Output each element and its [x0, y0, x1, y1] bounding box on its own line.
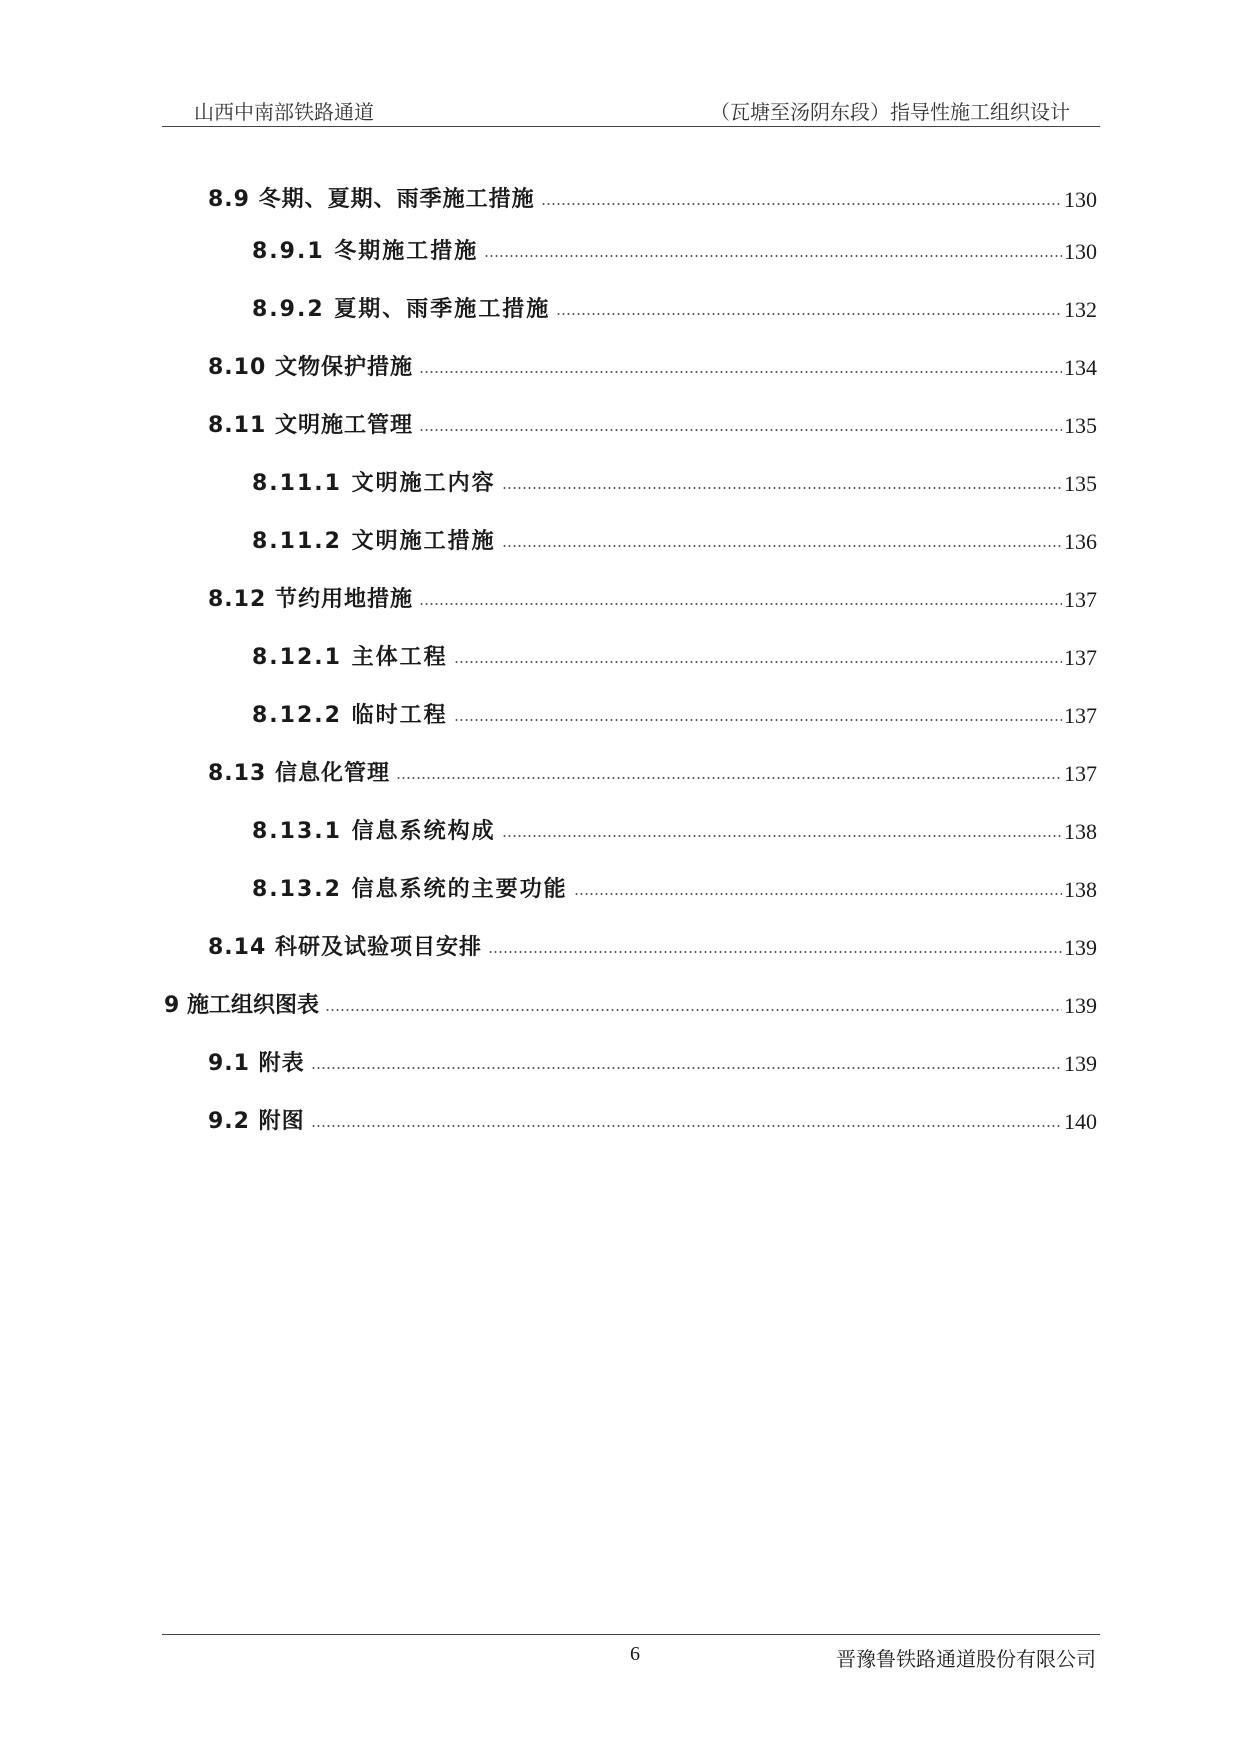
toc-entry-page: 134 [1064, 355, 1097, 380]
toc-dot-leader [541, 199, 1062, 209]
toc-entry-title: 8.14 科研及试验项目安排 [208, 935, 482, 960]
toc-dot-leader [454, 657, 1062, 667]
toc-entry-title: 8.11.1 文明施工内容 [252, 471, 496, 496]
header-project-name: 山西中南部铁路通道 [194, 100, 374, 124]
toc-entry-page: 138 [1064, 819, 1097, 844]
toc-entry-8-11-1[interactable] [252, 468, 1097, 500]
toc-entry-page: 139 [1064, 1051, 1097, 1076]
header-document-title: （瓦塘至汤阴东段）指导性施工组织设计 [710, 100, 1070, 124]
toc-dot-leader [419, 367, 1062, 377]
toc-dot-leader [454, 715, 1062, 725]
toc-entry-page: 139 [1064, 935, 1097, 960]
page-number: 6 [630, 1643, 640, 1665]
toc-entry-page: 137 [1064, 645, 1097, 670]
toc-entry-title: 8.12 节约用地措施 [208, 587, 413, 612]
toc-dot-leader [574, 889, 1062, 899]
toc-dot-leader [311, 1121, 1062, 1131]
toc-entry-title: 8.9.2 夏期、雨季施工措施 [252, 297, 551, 322]
toc-entry-8-12[interactable] [208, 584, 1097, 616]
toc-entry-8-13-2[interactable] [252, 874, 1097, 906]
toc-entry-title: 8.13.2 信息系统的主要功能 [252, 877, 568, 902]
toc-dot-leader [419, 599, 1062, 609]
toc-entry-8-11-2[interactable] [252, 526, 1097, 558]
toc-entry-page: 135 [1064, 413, 1097, 438]
toc-entry-page: 130 [1064, 187, 1097, 212]
page-header [162, 92, 1100, 127]
toc-entry-title: 9.1 附表 [208, 1051, 305, 1076]
toc-dot-leader [325, 1005, 1062, 1015]
toc-entry-page: 137 [1064, 761, 1097, 786]
toc-entry-title: 8.12.1 主体工程 [252, 645, 448, 670]
toc-entry-title: 9.2 附图 [208, 1109, 305, 1134]
toc-entry-title: 9 施工组织图表 [164, 993, 319, 1018]
toc-entry-8-13[interactable] [208, 758, 1097, 790]
toc-entry-page: 132 [1064, 297, 1097, 322]
toc-entry-9[interactable] [164, 990, 1097, 1022]
toc-entry-page: 137 [1064, 703, 1097, 728]
toc-entry-8-12-2[interactable] [252, 700, 1097, 732]
toc-entry-9-1[interactable] [208, 1048, 1097, 1080]
toc-entry-title: 8.13.1 信息系统构成 [252, 819, 496, 844]
toc-entry-page: 130 [1064, 239, 1097, 264]
toc-entry-page: 137 [1064, 587, 1097, 612]
toc-entry-9-2[interactable] [208, 1106, 1097, 1138]
toc-entry-title: 8.9.1 冬期施工措施 [252, 239, 479, 264]
toc-dot-leader [396, 773, 1062, 783]
toc-dot-leader [502, 831, 1062, 841]
toc-entry-title: 8.10 文物保护措施 [208, 355, 413, 380]
toc-dot-leader [311, 1063, 1062, 1073]
toc-entry-title: 8.9 冬期、夏期、雨季施工措施 [208, 187, 535, 212]
toc-entry-page: 136 [1064, 529, 1097, 554]
toc-entry-8-13-1[interactable] [252, 816, 1097, 848]
toc-dot-leader [419, 425, 1062, 435]
toc-entry-title: 8.11 文明施工管理 [208, 413, 413, 438]
toc-entry-8-9-2[interactable] [252, 294, 1097, 326]
toc-entry-title: 8.12.2 临时工程 [252, 703, 448, 728]
toc-dot-leader [502, 541, 1062, 551]
toc-entry-title: 8.11.2 文明施工措施 [252, 529, 496, 554]
toc-entry-8-14[interactable] [208, 932, 1097, 964]
toc-entry-page: 138 [1064, 877, 1097, 902]
page-footer [162, 1634, 1100, 1675]
toc-dot-leader [502, 483, 1062, 493]
toc-entry-8-10[interactable] [208, 352, 1097, 384]
toc-dot-leader [488, 947, 1062, 957]
toc-entry-8-12-1[interactable] [252, 642, 1097, 674]
toc-dot-leader [484, 251, 1062, 261]
toc-entry-page: 140 [1064, 1109, 1097, 1134]
toc-entry-8-11[interactable] [208, 410, 1097, 442]
toc-entry-8-9-1[interactable] [252, 236, 1097, 268]
toc-entry-page: 139 [1064, 993, 1097, 1018]
toc-entry-title: 8.13 信息化管理 [208, 761, 390, 786]
footer-company-name: 晋豫鲁铁路通道股份有限公司 [836, 1647, 1096, 1671]
toc-entry-8-9[interactable] [208, 184, 1097, 216]
toc-entry-page: 135 [1064, 471, 1097, 496]
toc-dot-leader [556, 309, 1062, 319]
